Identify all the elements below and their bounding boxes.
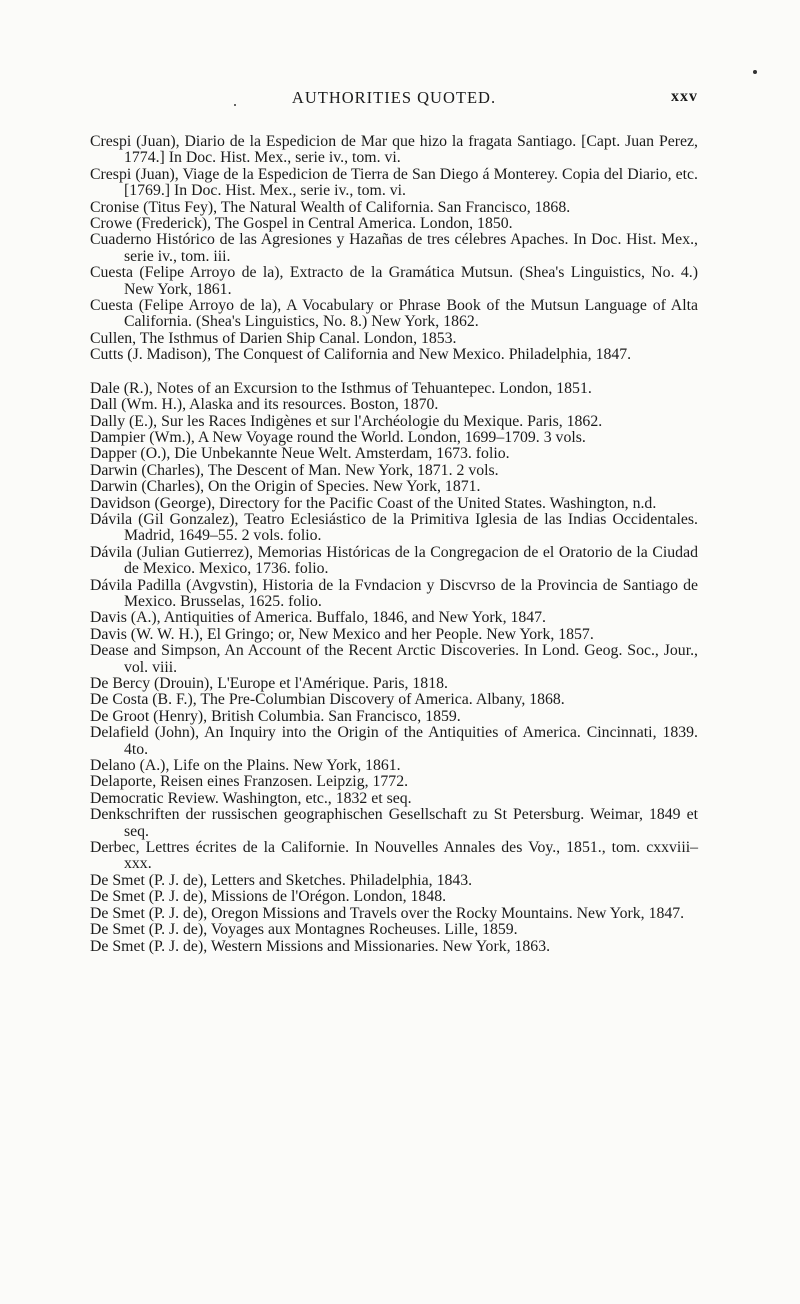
bibliography-entry: De Smet (P. J. de), Oregon Missions and Travels over the Rocky Mountains. New York, 1847. xyxy=(90,904,685,922)
bibliography-entry: Cuaderno Histórico de las Agresiones y Hazañas de tres célebres Apaches. In Doc. Hist. Mex., serie iv., tom. iii. xyxy=(90,231,698,265)
bibliography-entry: Dease and Simpson, An Account of the Recent Arctic Discoveries. In Lond. Geog. Soc., Jour., vol. viii. xyxy=(90,642,698,676)
bibliography-entry: De Costa (B. F.), The Pre-Columbian Discovery of America. Albany, 1868. xyxy=(90,691,565,709)
margin-dot xyxy=(753,70,757,74)
bibliography-entry: De Smet (P. J. de), Missions de l'Orégon. London, 1848. xyxy=(90,888,447,906)
bibliography-entry: Cronise (Titus Fey), The Natural Wealth of California. San Francisco, 1868. xyxy=(90,198,571,216)
page-header xyxy=(90,88,698,110)
bibliography-entry: Dale (R.), Notes of an Excursion to the Isthmus of Tehuantepec. London, 1851. xyxy=(90,379,592,397)
bibliography-entry: Cuesta (Felipe Arroyo de la), A Vocabulary or Phrase Book of the Mutsun Language of Alta California. (Shea's Linguistics, No. 8.) New York, 1862. xyxy=(90,297,698,331)
bibliography-entry: Crespi (Juan), Diario de la Espedicion de Mar que hizo la fragata Santiago. [Capt. Juan Perez, 1774.] In Doc. Hist. Mex., serie iv., tom. vi. xyxy=(90,133,698,167)
bibliography-entry: Cuesta (Felipe Arroyo de la), Extracto de la Gramática Mutsun. (Shea's Linguistics, No. 4.) New York, 1861. xyxy=(90,264,698,298)
section-break xyxy=(90,364,698,381)
bibliography-entry: Cutts (J. Madison), The Conquest of California and New Mexico. Philadelphia, 1847. xyxy=(90,346,632,364)
bibliography-entry: De Groot (Henry), British Columbia. San Francisco, 1859. xyxy=(90,707,461,725)
bibliography-entry: Dávila (Julian Gutierrez), Memorias Históricas de la Congregacion de el Oratorio de la Ciudad de Mexico. Mexico, 1736. folio. xyxy=(90,543,698,578)
entries-d-section xyxy=(90,381,698,955)
bibliography-entry: De Smet (P. J. de), Western Missions and Missionaries. New York, 1863. xyxy=(90,937,551,955)
bibliography-entry: Delano (A.), Life on the Plains. New York, 1861. xyxy=(90,757,401,775)
bibliography-entry: Davidson (George), Directory for the Pacific Coast of the United States. Washington, n.d. xyxy=(90,494,657,512)
bibliography-entry: Derbec, Lettres écrites de la Californie. In Nouvelles Annales des Voy., 1851., tom. cxxviii–xxx. xyxy=(90,839,698,873)
bibliography-entry: Crespi (Juan), Viage de la Espedicion de Tierra de San Diego á Monterey. Copia del Diario, etc. [1769.] In Doc. Hist. Mex., serie iv., tom. vi. xyxy=(90,165,698,200)
bibliography-entry: Dampier (Wm.), A New Voyage round the World. London, 1699–1709. 3 vols. xyxy=(90,428,586,446)
running-title: AUTHORITIES QUOTED. xyxy=(291,88,497,107)
page-number: xxv xyxy=(671,88,698,105)
bibliography-entry: De Bercy (Drouin), L'Europe et l'Amérique. Paris, 1818. xyxy=(90,675,448,692)
bibliography-entry: Crowe (Frederick), The Gospel in Central America. London, 1850. xyxy=(90,215,513,233)
bibliography-entry: Dapper (O.), Die Unbekannte Neue Welt. Amsterdam, 1673. folio. xyxy=(90,445,510,463)
bibliography-entry: Denkschriften der russischen geographischen Gesellschaft zu St Petersburg. Weimar, 1849 et seq. xyxy=(90,806,698,840)
bibliography-entry: Delafield (John), An Inquiry into the Origin of the Antiquities of America. Cincinnati, 1839. 4to. xyxy=(90,724,698,758)
bibliography-entry: Delaporte, Reisen eines Franzosen. Leipzig, 1772. xyxy=(90,773,409,791)
bibliography-entry: Dávila Padilla (Avgvstin), Historia de la Fvndacion y Discvrso de la Provincia de Santiago de Mexico. Brusselas, 1625. folio. xyxy=(90,576,698,610)
bibliography-entry: Darwin (Charles), On the Origin of Species. New York, 1871. xyxy=(90,478,481,496)
bibliography-entry: Cullen, The Isthmus of Darien Ship Canal. London, 1853. xyxy=(90,329,457,347)
bibliography-entry: Democratic Review. Washington, etc., 1832 et seq. xyxy=(90,789,412,807)
bibliography-list xyxy=(90,134,698,955)
bibliography-entry: Davis (W. W. H.), El Gringo; or, New Mexico and her People. New York, 1857. xyxy=(90,625,594,643)
bibliography-entry: Dávila (Gil Gonzalez), Teatro Eclesiástico de la Primitiva Iglesia de las Indias Occidentales. Madrid, 1649–55. 2 vols. folio. xyxy=(90,510,698,545)
bibliography-entry: Davis (A.), Antiquities of America. Buffalo, 1846, and New York, 1847. xyxy=(90,609,547,627)
entries-c-section xyxy=(90,134,698,364)
bibliography-entry: Darwin (Charles), The Descent of Man. New York, 1871. 2 vols. xyxy=(90,461,499,479)
bibliography-entry: Dall (Wm. H.), Alaska and its resources. Boston, 1870. xyxy=(90,396,439,414)
bibliography-entry: De Smet (P. J. de), Letters and Sketches. Philadelphia, 1843. xyxy=(90,871,473,889)
bibliography-entry: De Smet (P. J. de), Voyages aux Montagnes Rocheuses. Lille, 1859. xyxy=(90,921,518,939)
bibliography-entry: Dally (E.), Sur les Races Indigènes et sur l'Archéologie du Mexique. Paris, 1862. xyxy=(90,412,603,430)
margin-dot xyxy=(234,104,236,106)
